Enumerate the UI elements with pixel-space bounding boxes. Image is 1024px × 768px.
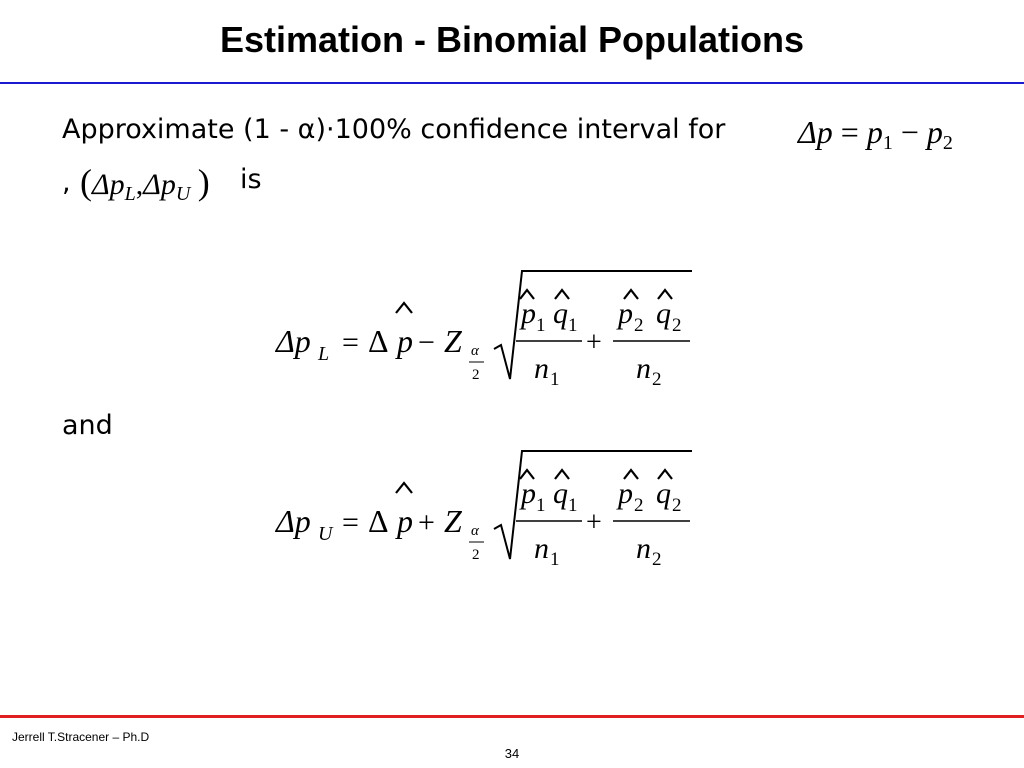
num2-p: p (618, 297, 633, 330)
formula-lower-bound (272, 265, 712, 390)
num2-p-sub: 2 (634, 495, 644, 516)
alpha-symbol: α (471, 343, 479, 359)
lhs-subscript: U (318, 523, 333, 545)
formula-upper-bound (272, 445, 712, 570)
den1-sub: 1 (550, 549, 560, 570)
num1-p: p (521, 297, 536, 330)
num1-p-sub: 1 (536, 495, 546, 516)
num1-q-sub: 1 (568, 495, 578, 516)
plus-sign: + (586, 507, 602, 538)
num2-q: q (656, 477, 671, 510)
p2-subscript: 2 (942, 132, 953, 154)
lhs-delta-p: Δp (276, 503, 311, 539)
delta-p-symbol: Δp (798, 114, 833, 150)
interval-close-paren: ) (197, 162, 210, 202)
delta-symbol: Δ (368, 323, 389, 359)
num2-q-sub: 2 (672, 495, 682, 516)
page-number: 34 (504, 746, 520, 761)
minus-sign: − (900, 114, 919, 150)
interval-upper-sub: U (175, 183, 191, 205)
slide-title: Estimation - Binomial Populations (219, 19, 805, 60)
p-hat-symbol: p (397, 323, 413, 359)
p2-symbol: p (926, 114, 943, 150)
p1-subscript: 1 (882, 132, 893, 154)
interval-lower: Δp (92, 168, 125, 201)
p-hat-symbol: p (397, 503, 413, 539)
interval-open-paren: ( (80, 162, 92, 202)
den2-n: n (636, 532, 651, 565)
den2-sub: 2 (652, 369, 662, 390)
delta-symbol: Δ (368, 503, 389, 539)
num2-q-sub: 2 (672, 315, 682, 336)
interval-lead-comma: , (62, 167, 71, 198)
den1-n: n (534, 352, 549, 385)
footer-author: Jerrell T.Stracener – Ph.D (12, 730, 150, 744)
and-word: and (62, 410, 113, 441)
alpha-denominator: 2 (472, 547, 480, 563)
num1-q-sub: 1 (568, 315, 578, 336)
num1-q: q (553, 297, 568, 330)
num1-p: p (521, 477, 536, 510)
alpha-denominator: 2 (472, 367, 480, 383)
lhs-delta-p: Δp (276, 323, 311, 359)
equals-sign: = (840, 114, 859, 150)
interval-comma: , (135, 168, 144, 201)
num1-p-sub: 1 (536, 315, 546, 336)
footer-divider (0, 715, 1024, 718)
intro-text: Approximate (1 - α)·100% confidence interval for (62, 114, 726, 145)
num1-q: q (553, 477, 568, 510)
minus-operator: − (418, 326, 435, 359)
delta-p-definition (798, 112, 953, 163)
z-symbol: Z (444, 323, 462, 359)
den1-sub: 1 (550, 369, 560, 390)
den1-n: n (534, 532, 549, 565)
den2-n: n (636, 352, 651, 385)
interval-upper: Δp (143, 168, 176, 201)
equals-sign: = (342, 326, 359, 359)
hat-icon (396, 483, 412, 493)
den2-sub: 2 (652, 549, 662, 570)
is-word: is (240, 164, 262, 195)
num2-p: p (618, 477, 633, 510)
lhs-subscript: L (318, 343, 330, 365)
plus-operator: + (418, 506, 435, 539)
interval-notation (80, 162, 210, 214)
num2-q: q (656, 297, 671, 330)
equals-sign: = (342, 506, 359, 539)
alpha-symbol: α (471, 523, 479, 539)
hat-icon (396, 303, 412, 313)
title-divider (0, 82, 1024, 84)
plus-operator: + (586, 327, 602, 358)
z-symbol: Z (444, 503, 462, 539)
interval-lower-sub: L (124, 183, 136, 205)
p1-symbol: p (866, 114, 883, 150)
num2-p-sub: 2 (634, 315, 644, 336)
